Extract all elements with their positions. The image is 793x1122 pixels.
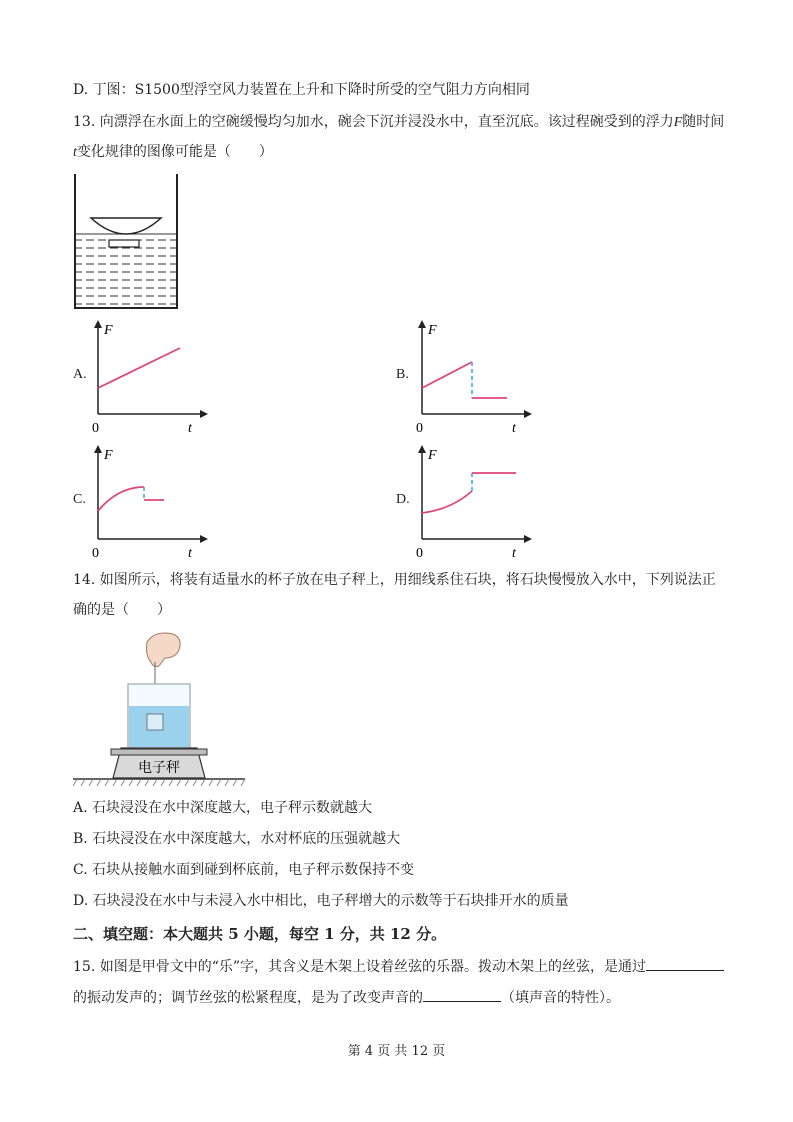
q13-line1-text: 13. 向漂浮在水面上的空碗缓慢均匀加水，碗会下沉并浸没水中，直至沉底。该过程碗受到的浮力 [73,114,674,130]
graph-d-y-label: F [428,448,437,463]
graph-b [412,318,532,436]
graph-b-y-label: F [428,323,437,338]
q13-stem-line1 [73,112,724,133]
graph-d-curve-rise [422,491,472,513]
graph-c [88,443,208,561]
graph-c-y-label: F [104,448,113,463]
q15-line2a-text: 的振动发声的；调节丝弦的松紧程度，是为了改变声音的 [73,990,423,1006]
q14-option-b: B. 石块浸没在水中深度越大，水对杯底的压强就越大 [73,831,401,847]
q15-line1-text: 15. 如图是甲骨文中的“乐”字，其含义是木架上设着丝弦的乐器。拨动木架上的丝弦，是通过 [73,959,647,975]
graph-c-origin: 0 [92,546,99,561]
scale-cup-figure [73,628,248,790]
scale-label: 电子秤 [138,761,180,776]
q13-option-d-label: D. [396,492,410,507]
graph-a [88,318,208,436]
graph-a-y-label: F [104,323,113,338]
graph-c-curve-rise [98,487,144,511]
page-footer: 第 4 页 共 12 页 [347,1044,446,1059]
q15-stem-line1 [73,956,724,977]
graph-d-x-label: t [512,546,516,561]
q15-line2b-text: （填声音的特性）。 [501,990,620,1006]
q15-stem-line2 [73,987,620,1008]
q13-var-f: F [673,115,683,130]
graph-b-x-label: t [512,421,516,436]
section-2-heading: 二、填空题：本大题共 5 小题，每空 1 分，共 12 分。 [73,925,447,943]
q14-stem-line1: 14. 如图所示，将装有适量水的杯子放在电子秤上，用细线系住石块，将石块慢慢放入水中，下列说法正 [73,572,716,588]
graph-d-origin: 0 [416,546,423,561]
q13-line2-text: 变化规律的图像可能是（ ） [76,144,273,160]
q13-option-a-label: A. [73,367,87,382]
q14-stem-line2: 确的是（ ） [73,602,171,618]
graph-a-x-label: t [188,421,192,436]
q13-option-b-label: B. [396,367,409,382]
q13-var-t: t [73,145,77,160]
q13-option-c-label: C. [73,492,86,507]
graph-a-curve [98,348,180,388]
q15-blank-2[interactable] [423,987,501,1002]
graph-b-origin: 0 [416,421,423,436]
hand-icon [147,633,181,667]
bowl-in-water-figure [73,172,183,312]
q14-option-c: C. 石块从接触水面到碰到杯底前，电子秤示数保持不变 [73,862,415,878]
q14-option-d: D. 石块浸没在水中与未浸入水中相比，电子秤增大的示数等于石块排开水的质量 [73,893,569,909]
q15-blank-1[interactable] [646,956,724,971]
graph-c-x-label: t [188,546,192,561]
q13-stem-line2 [73,142,273,163]
graph-b-curve-rise [422,362,472,388]
graph-d [412,443,532,561]
q14-option-a: A. 石块浸没在水中深度越大，电子秤示数就越大 [73,800,373,816]
q12-option-d: D. 丁图：S1500型浮空风力装置在上升和下降时所受的空气阻力方向相同 [73,82,530,98]
q13-line1-end: 随时间 [682,114,725,130]
graph-a-origin: 0 [92,421,99,436]
